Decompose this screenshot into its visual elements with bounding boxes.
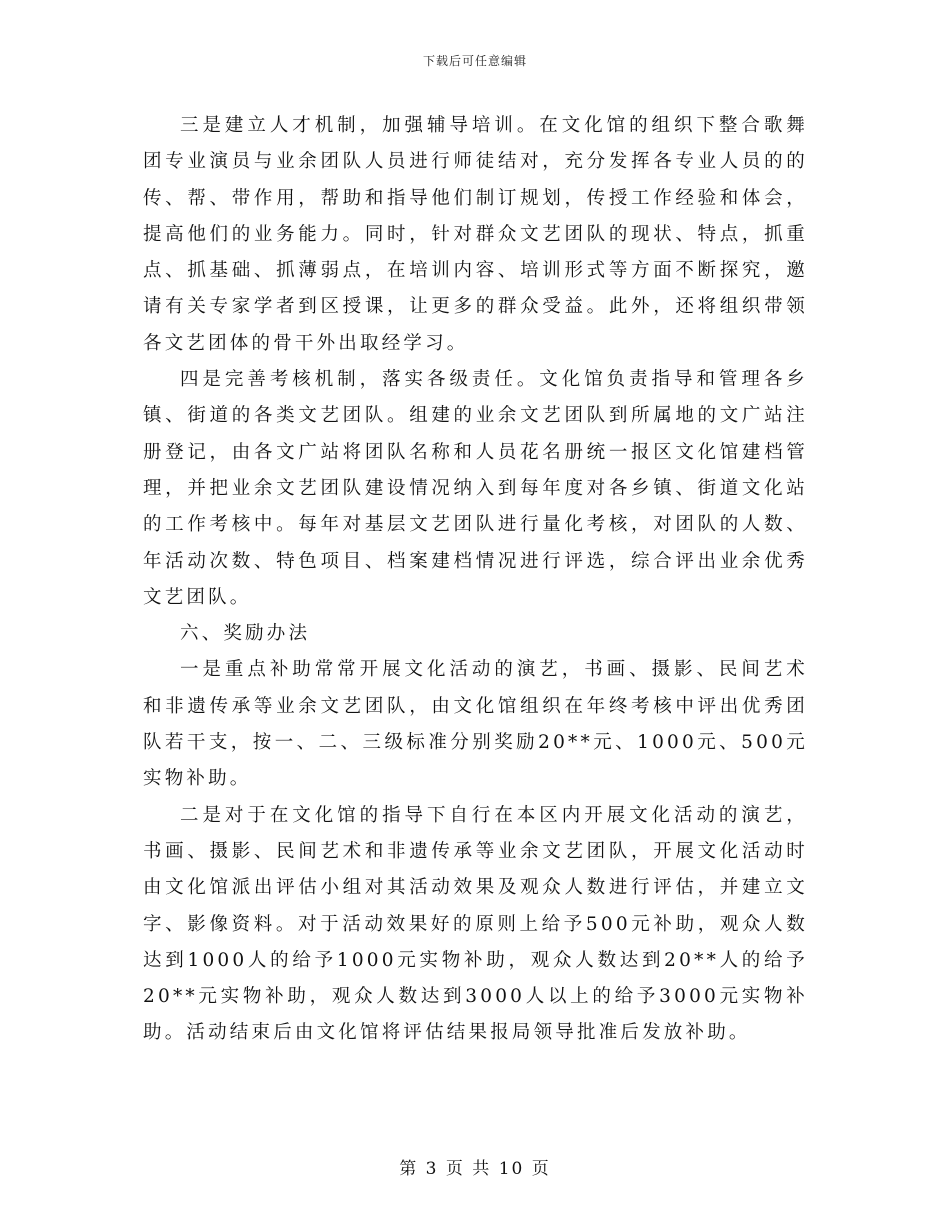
footer-current-page: 3 — [425, 1159, 439, 1179]
footer-page-word: 页 — [445, 1159, 465, 1179]
section-heading-rewards: 六、奖励办法 — [180, 623, 311, 645]
paragraph-assessment-mechanism: 四是完善考核机制，落实各级责任。文化馆负责指导和管理各乡镇、街道的各类文艺团队。组建的业余文艺团队到所属地的文广站注册登记，由各文广站将团队名称和人员花名册统一报区文化馆建档管理，并把业余文艺团队建设情况纳入到每年度对各乡镇、街道文化站的工作考核中。每年对基层文艺团队进行量化考核，对团队的人数、年活动次数、特色项目、档案建档情况进行评选，综合评出业余优秀文艺团队。 — [143, 369, 808, 608]
document-body — [143, 108, 808, 1052]
footer-suffix: 页 — [531, 1159, 551, 1179]
paragraph-reward-two: 二是对于在文化馆的指导下自行在本区内开展文化活动的演艺，书画、摄影、民间艺术和非遗传承等业余文艺团队，开展文化活动时由文化馆派出评估小组对其活动效果及观众人数进行评估，并建立文字、影像资料。对于活动效果好的原则上给予500元补助，观众人数达到1000人的给予1000元实物补助，观众人数达到20**人的给予20**元实物补助，观众人数达到3000人以上的给予3000元实物补助。活动结束后由文化馆将评估结果报局领导批准后发放补助。 — [143, 804, 808, 1044]
paragraph-talent-mechanism: 三是建立人才机制，加强辅导培训。在文化馆的组织下整合歌舞团专业演员与业余团队人员进行师徒结对，充分发挥各专业人员的的传、帮、带作用，帮助和指导他们制订规划，传授工作经验和体会，提高他们的业务能力。同时，针对群众文艺团队的现状、特点，抓重点、抓基础、抓薄弱点，在培训内容、培训形式等方面不断探究，邀请有关专家学者到区授课，让更多的群众受益。此外，还将组织带领各文艺团体的骨干外出取经学习。 — [143, 115, 808, 354]
footer-total-word: 共 — [472, 1159, 492, 1179]
footer-total-pages: 10 — [498, 1159, 525, 1179]
header-note: 下载后可任意编辑 — [422, 54, 527, 68]
paragraph-reward-one: 一是重点补助常常开展文化活动的演艺，书画、摄影、民间艺术和非遗传承等业余文艺团队，由文化馆组织在年终考核中评出优秀团队若干支，按一、二、三级标准分别奖励20**元、1000元、500元实物补助。 — [143, 659, 808, 790]
footer-prefix: 第 — [399, 1159, 419, 1179]
page-footer — [0, 1154, 950, 1179]
